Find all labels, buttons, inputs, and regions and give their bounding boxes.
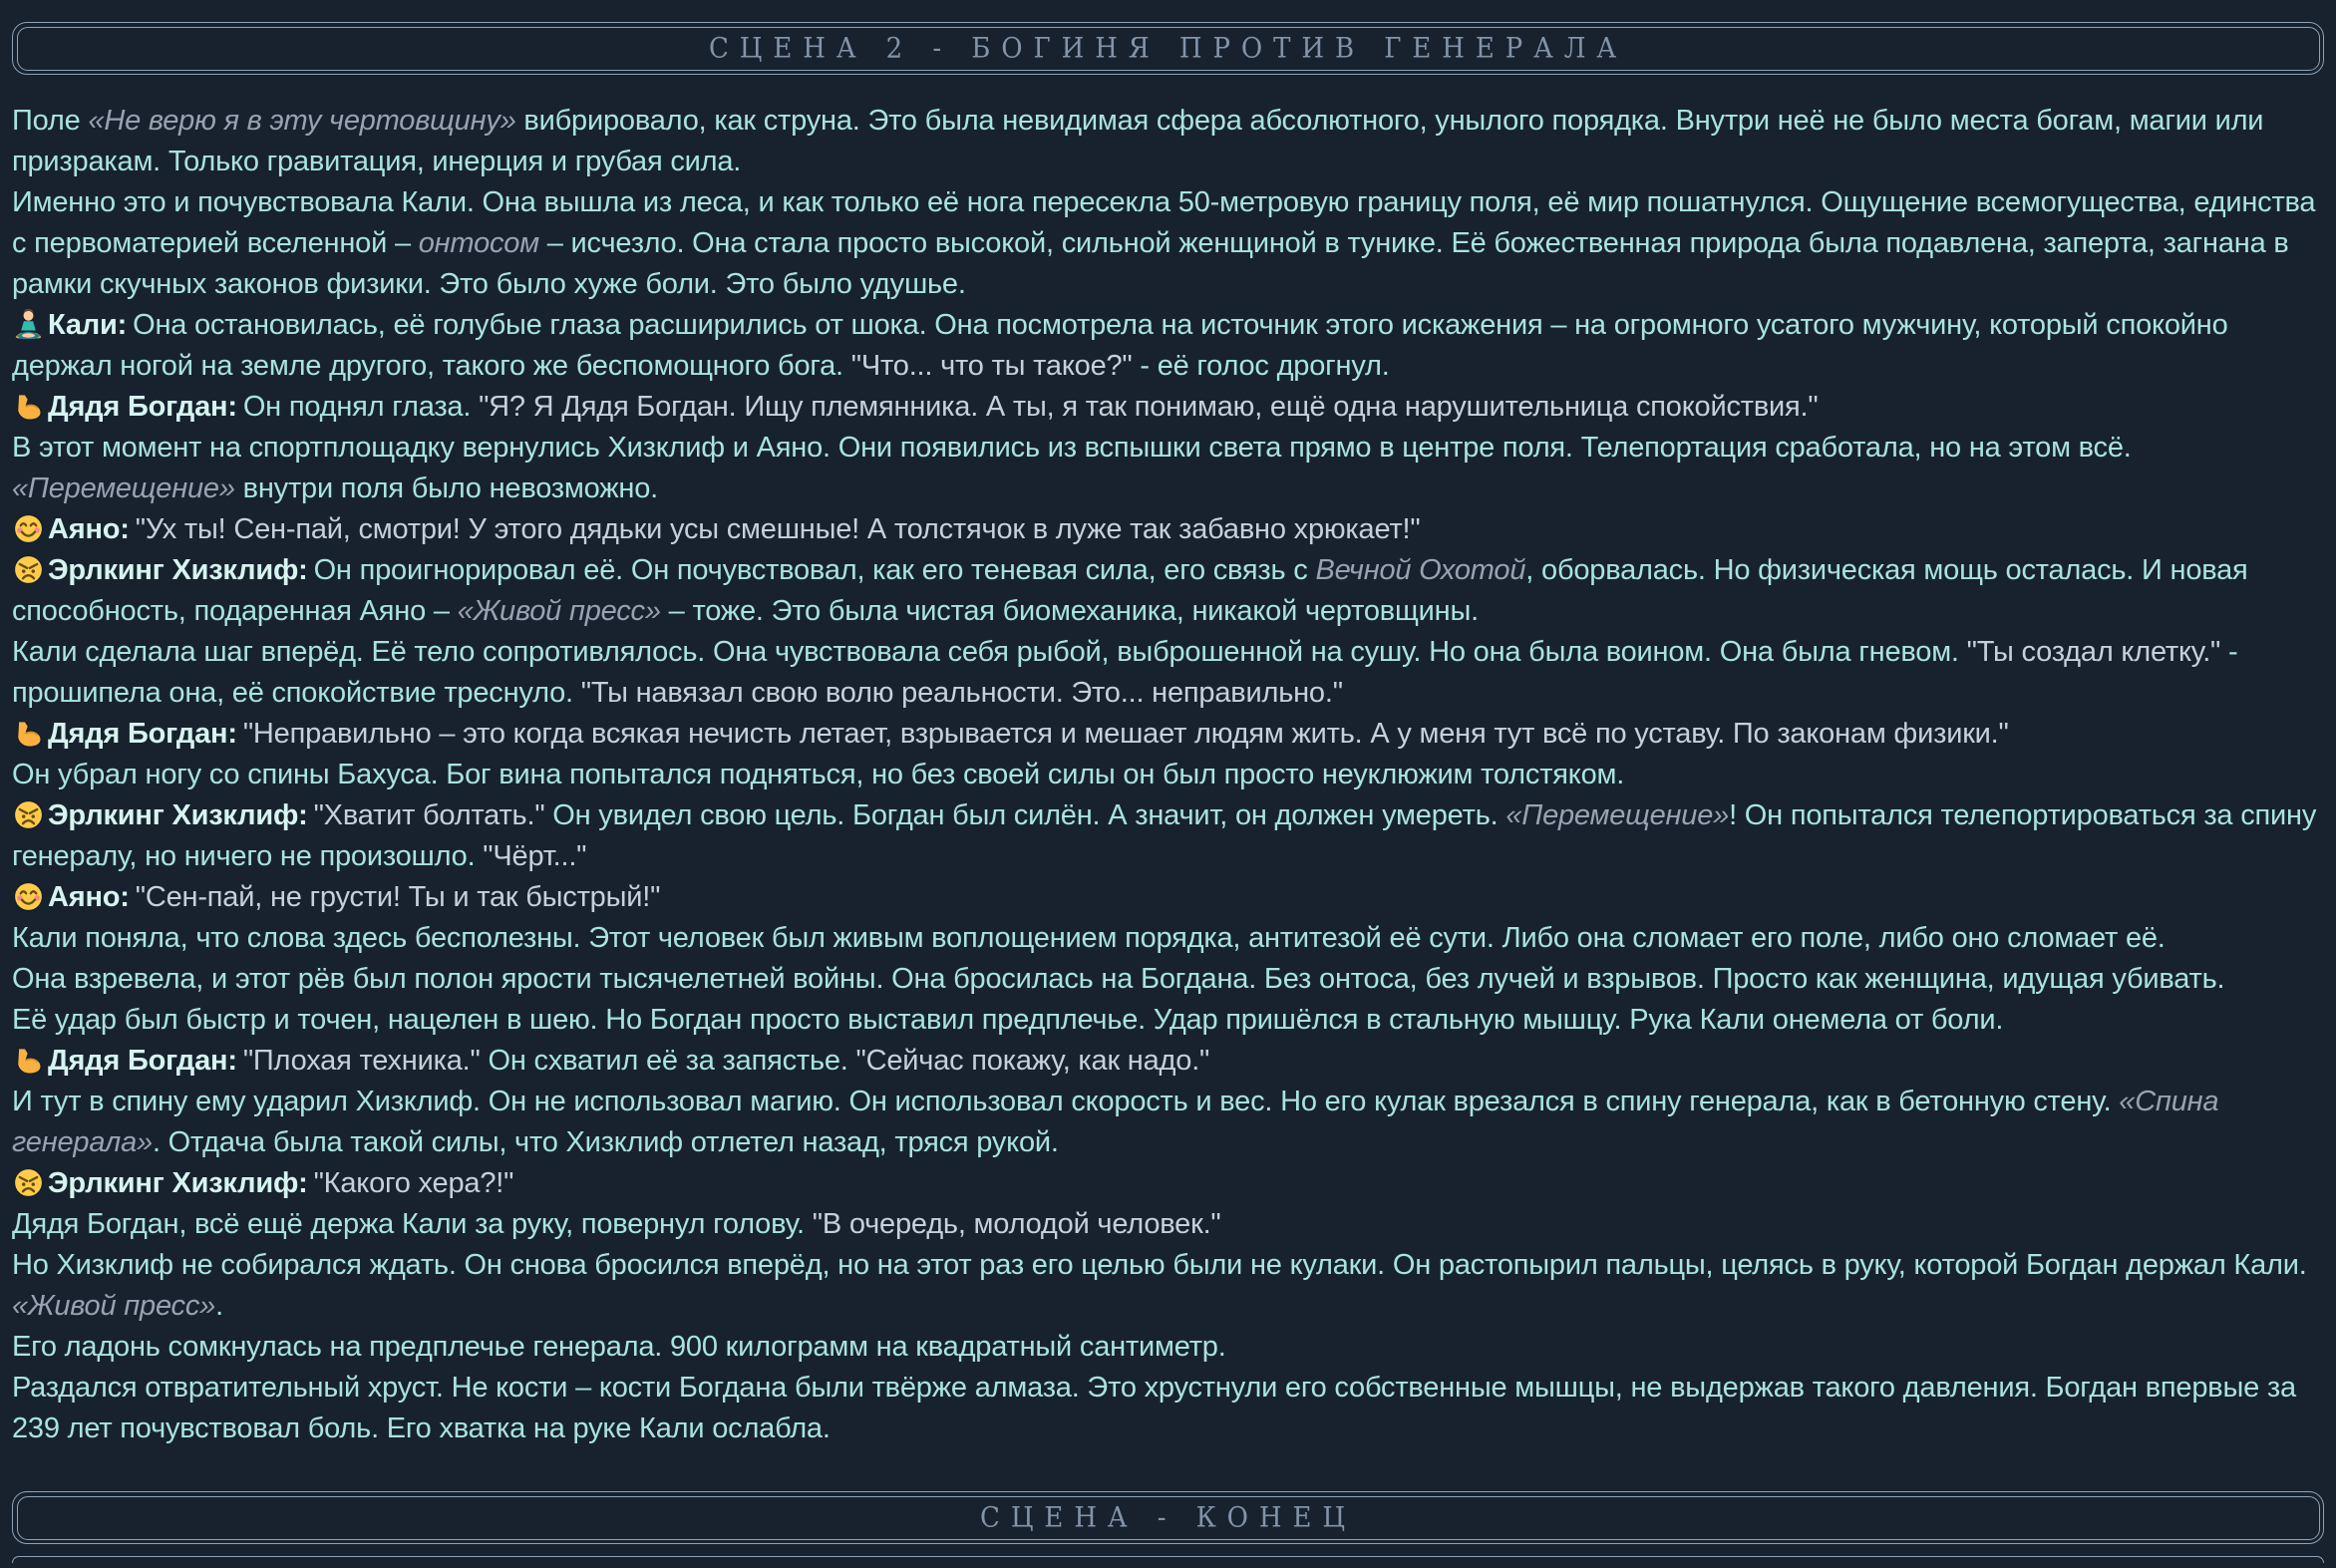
next-section-box-peek — [12, 1556, 2324, 1563]
narration-paragraph — [12, 632, 2324, 714]
narration-text: . Отдача была такой силы, что Хизклиф отлетел назад, тряся рукой. — [152, 1126, 1059, 1158]
flexed-biceps-emoji — [12, 1041, 45, 1082]
narration-text: Поле — [12, 105, 89, 137]
narration-text: Раздался отвратительный хруст. Не кости – кости Богдана были твёрже алмаза. Это хрустнули его собственные мышцы, не выдержав такого давления. Богдан впервые за 239 лет почувствовал боль. Его хватка на руке Кали ослабла. — [12, 1372, 2296, 1444]
ability-term: Вечной Охотой — [1315, 554, 1526, 586]
narration-paragraph — [12, 182, 2324, 305]
flexed-biceps-emoji — [12, 387, 45, 428]
narration-paragraph — [12, 918, 2324, 959]
narration-text: вибрировало, как струна. Это была невидимая сфера абсолютного, унылого порядка. Внутри неё не было места богам, магии или призракам. Только гравитация, инерция и грубая сила. — [12, 105, 2264, 177]
narration-paragraph — [12, 1082, 2324, 1163]
narration-text: Она взревела, и этот рёв был полон ярости тысячелетней войны. Она бросилась на Богдана. Без онтоса, без лучей и взрывов. Просто как женщина, идущая убивать. — [12, 963, 2225, 995]
narration-text: Её удар был быстр и точен, нацелен в шею. Но Богдан просто выставил предплечье. Удар пришёлся в стальную мышцу. Рука Кали онемела от боли. — [12, 1004, 2004, 1036]
angry-face-emoji — [12, 550, 45, 591]
quoted-speech: "Ты создал клетку." — [1966, 636, 2221, 668]
quoted-speech: "Я? Я Дядя Богдан. Ищу племянника. А ты, я так понимаю, ещё одна нарушительница спокойствия." — [479, 391, 1819, 423]
narration-paragraph — [12, 1204, 2324, 1245]
dialogue-paragraph — [12, 877, 2324, 918]
narration-text: . — [215, 1290, 223, 1322]
speaker-name: Дядя Богдан: — [48, 1045, 237, 1077]
scene-footer-box-inner — [17, 1496, 2320, 1540]
ability-term: «Живой пресс» — [457, 595, 661, 627]
narration-text: И тут в спину ему ударил Хизклиф. Он не использовал магию. Он использовал скорость и вес. Но его кулак врезался в спину генерала, как в бетонную стену. — [12, 1086, 2120, 1117]
narration-text: – исчезло. Она стала просто высокой, сильной женщиной в тунике. Её божественная природа была подавлена, заперта, загнана в рамки скучных законов физики. Это было хуже боли. Это было удушье. — [12, 227, 2289, 300]
quoted-speech: "Неправильно – это когда всякая нечисть летает, взрывается и мешает людям жить. А у меня тут всё по уставу. По законам физики." — [242, 718, 2009, 750]
narration-paragraph — [12, 755, 2324, 795]
quoted-speech: "Плохая техника." — [242, 1045, 481, 1077]
quoted-speech: "Хватит болтать." — [313, 799, 545, 831]
quoted-speech: "Что... что ты такое?" — [850, 350, 1133, 382]
speaker-name: Кали: — [48, 309, 128, 341]
angry-face-emoji — [12, 795, 45, 836]
narration-paragraph — [12, 1327, 2324, 1368]
quoted-speech: "Ух ты! Сен-пай, смотри! У этого дядьки усы смешные! А толстячок в луже так забавно хрюкает!" — [135, 513, 1421, 545]
narration-text: Его ладонь сомкнулась на предплечье генерала. 900 килограмм на квадратный сантиметр. — [12, 1331, 1226, 1363]
narration-text: - прошипела она, её спокойствие треснуло. — [12, 636, 2238, 709]
quoted-speech: "Какого хера?!" — [313, 1167, 514, 1199]
quoted-speech: "Ты навязал свою волю реальности. Это... неправильно." — [580, 677, 1343, 709]
quoted-speech: "Сейчас покажу, как надо." — [855, 1045, 1210, 1077]
smiling-face-emoji — [12, 509, 45, 550]
ability-term: «Живой пресс» — [12, 1290, 216, 1322]
speaker-name: Аяно: — [48, 881, 130, 913]
narration-paragraph — [12, 1245, 2324, 1327]
narration-text: – тоже. Это была чистая биомеханика, никакой чертовщины. — [660, 595, 1479, 627]
dialogue-paragraph — [12, 387, 2324, 428]
ability-term: онтосом — [418, 227, 539, 259]
narration-text: Он убрал ногу со спины Бахуса. Бог вина попытался подняться, но без своей силы он был просто неуклюжим толстяком. — [12, 759, 1625, 790]
narration-paragraph — [12, 1368, 2324, 1449]
dialogue-paragraph — [12, 305, 2324, 387]
narration-text: Кали сделала шаг вперёд. Её тело сопротивлялось. Она чувствовала себя рыбой, выброшенной на сушу. Но она была воином. Она была гневом. — [12, 636, 1967, 668]
narration-text: Но Хизклиф не собирался ждать. Он снова бросился вперёд, но на этот раз его целью были не кулаки. Он растопырил пальцы, целясь в руку, которой Богдан держал Кали. — [12, 1249, 2307, 1281]
lotus-woman-emoji — [12, 305, 45, 346]
scene-header-box — [12, 22, 2324, 75]
dialogue-paragraph — [12, 1163, 2324, 1204]
narration-text: В этот момент на спортплощадку вернулись Хизклиф и Аяно. Они появились из вспышки света прямо в центре поля. Телепортация сработала, но на этом всё. — [12, 432, 2132, 464]
ability-term: «Перемещение» — [12, 472, 235, 504]
dialogue-paragraph — [12, 714, 2324, 755]
dialogue-paragraph — [12, 795, 2324, 877]
narration-paragraph — [12, 101, 2324, 182]
dialogue-paragraph — [12, 509, 2324, 550]
narration-text: Дядя Богдан, всё ещё держа Кали за руку, повернул голову. — [12, 1208, 813, 1240]
speaker-name: Дядя Богдан: — [48, 391, 237, 423]
quoted-speech: "В очередь, молодой человек." — [812, 1208, 1221, 1240]
story-content — [10, 101, 2326, 1491]
quoted-speech: "Сен-пай, не грусти! Ты и так быстрый!" — [135, 881, 661, 913]
angry-face-emoji — [12, 1163, 45, 1204]
narration-text: Он поднял глаза. — [242, 391, 480, 423]
speaker-name: Аяно: — [48, 513, 130, 545]
narration-paragraph — [12, 1000, 2324, 1041]
narration-text: Она остановилась, её голубые глаза расширились от шока. Она посмотрела на источник этого искажения – на огромного усатого мужчину, который спокойно держал ногой на земле другого, такого же беспомощного бога. — [12, 309, 2228, 382]
quoted-speech: "Чёрт..." — [483, 840, 587, 872]
narration-paragraph — [12, 959, 2324, 1000]
dialogue-paragraph — [12, 1041, 2324, 1082]
ability-term: «Перемещение» — [1505, 799, 1730, 831]
speaker-name: Эрлкинг Хизклиф: — [48, 1167, 308, 1199]
narration-text: Он схватил её за запястье. — [480, 1045, 856, 1077]
scene-header-box-inner — [17, 27, 2320, 71]
speaker-name: Эрлкинг Хизклиф: — [48, 554, 308, 586]
narration-paragraph — [12, 428, 2324, 509]
scene-footer-box — [12, 1491, 2324, 1544]
narration-text: - её голос дрогнул. — [1132, 350, 1390, 382]
narration-text: Он увидел свою цель. Богдан был силён. А значит, он должен умереть. — [544, 799, 1506, 831]
scene-title: СЦЕНА 2 - БОГИНЯ ПРОТИВ ГЕНЕРАЛА — [708, 32, 1627, 65]
ability-term: «Спина генерала» — [12, 1086, 2219, 1158]
narration-text: Именно это и почувствовала Кали. Она вышла из леса, и как только её нога пересекла 50-метровую границу поля, её мир пошатнулся. Ощущение всемогущества, единства с первоматерией вселенной – — [12, 186, 2316, 259]
narration-text: , оборвалась. Но физическая мощь осталась. И новая способность, подаренная Аяно – — [12, 554, 2248, 627]
speaker-name: Эрлкинг Хизклиф: — [48, 799, 308, 831]
scene-end-title: СЦЕНА - КОНЕЦ — [980, 1501, 1356, 1534]
ability-term: «Не верю я в эту чертовщину» — [88, 105, 516, 137]
narration-text: Кали поняла, что слова здесь бесполезны. Этот человек был живым воплощением порядка, антитезой её сути. Либо она сломает его поле, либо оно сломает её. — [12, 922, 2166, 954]
dialogue-paragraph — [12, 550, 2324, 632]
flexed-biceps-emoji — [12, 714, 45, 755]
smiling-face-emoji — [12, 877, 45, 918]
narration-text: Он проигнорировал её. Он почувствовал, как его теневая сила, его связь с — [313, 554, 1316, 586]
narration-text: ! Он попытался телепортироваться за спину генералу, но ничего не произошло. — [12, 799, 2317, 872]
speaker-name: Дядя Богдан: — [48, 718, 237, 750]
narration-text: внутри поля было невозможно. — [234, 472, 659, 504]
